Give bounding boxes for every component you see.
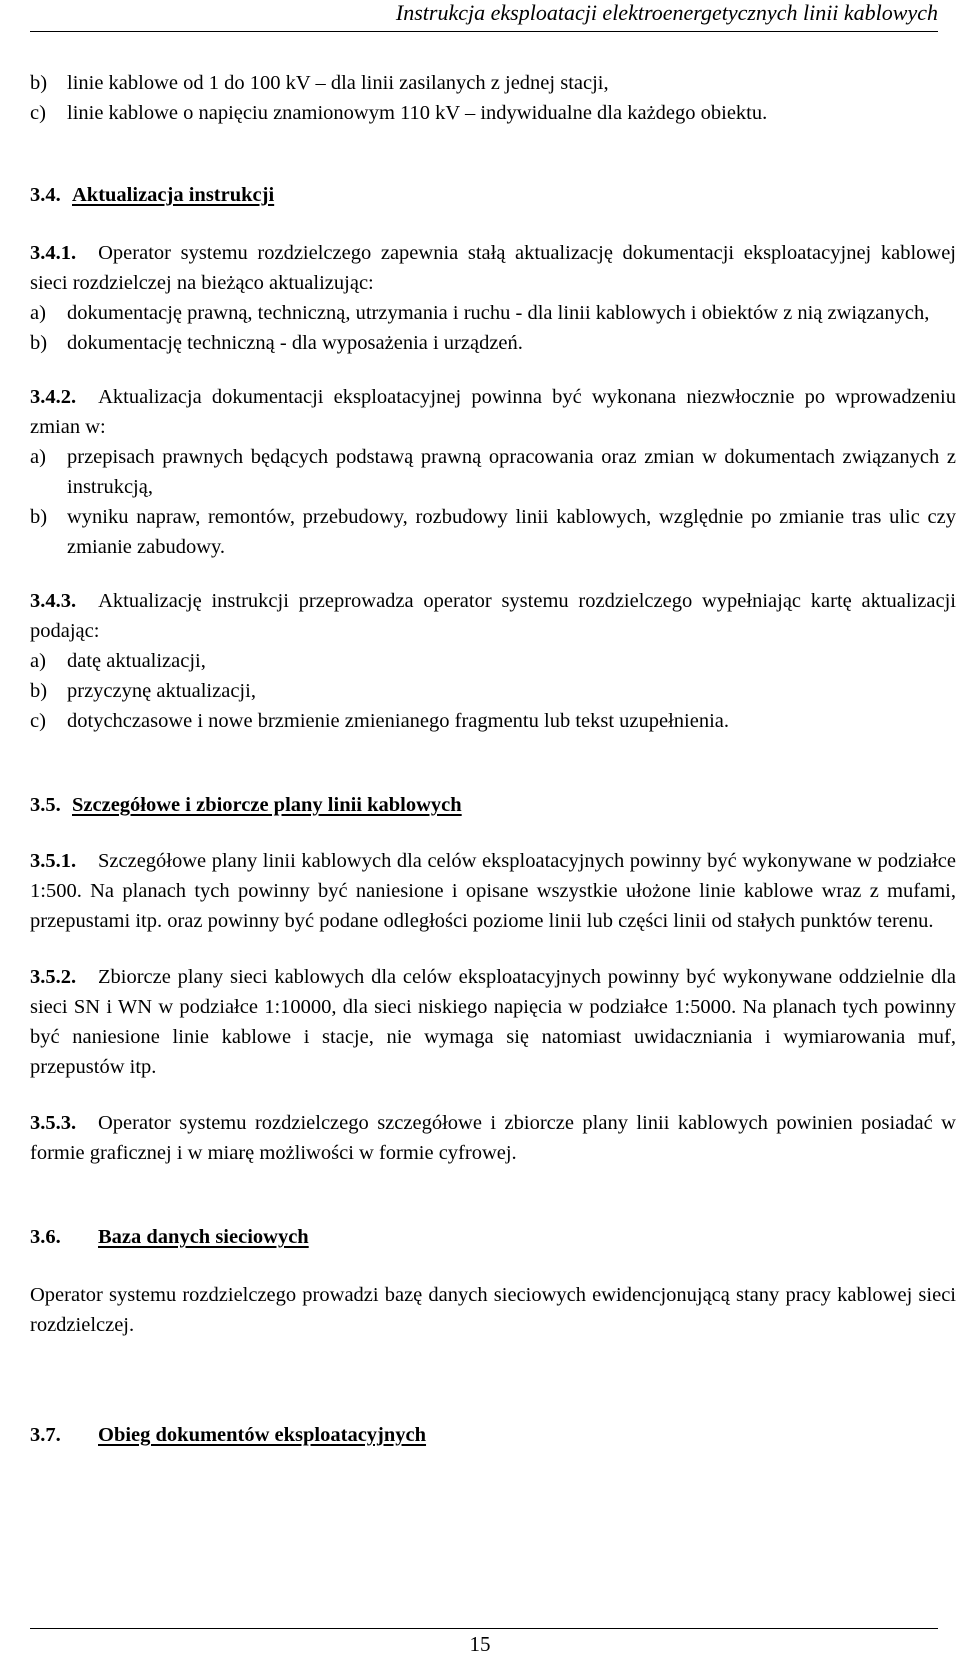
list-item — [30, 706, 956, 736]
section-heading-3-7 — [30, 1420, 956, 1450]
list-item — [30, 328, 956, 358]
section-number: 3.6. — [30, 1226, 61, 1248]
paragraph-3-4-1 — [30, 238, 956, 298]
list-3-4-2 — [30, 442, 956, 562]
list-item — [30, 298, 956, 328]
list-marker: c) — [30, 710, 46, 732]
header-rule — [30, 31, 938, 32]
list-text: linie kablowe o napięciu znamionowym 110 kV – indywidualne dla każdego obiektu. — [67, 102, 768, 124]
section-heading-3-5 — [30, 790, 956, 820]
section-number: 3.4. — [30, 184, 61, 206]
list-item — [30, 442, 956, 502]
section-number: 3.5. — [30, 794, 61, 816]
list-item — [30, 502, 956, 562]
list-3-4-1 — [30, 298, 956, 358]
list-marker: b) — [30, 506, 48, 528]
list-text: przyczynę aktualizacji, — [67, 680, 256, 702]
list-item — [30, 68, 956, 98]
list-text: dokumentację prawną, techniczną, utrzymania i ruchu - dla linii kablowych i obiektów z nią związanych, — [67, 302, 930, 324]
section-title: Baza danych sieciowych — [98, 1226, 309, 1248]
section-number: 3.7. — [30, 1424, 61, 1446]
section-heading-3-4 — [30, 180, 956, 210]
list-marker: b) — [30, 680, 48, 702]
list-text: wyniku napraw, remontów, przebudowy, rozbudowy linii kablowych, względnie po zmianie tras ulic czy zmianie zabudowy. — [67, 506, 956, 558]
paragraph-text: Operator systemu rozdzielczego prowadzi bazę danych sieciowych ewidencjonującą stany pracy kablowej sieci rozdzielczej. — [30, 1284, 956, 1336]
list-text: datę aktualizacji, — [67, 650, 206, 672]
list-3-4-3 — [30, 646, 956, 736]
paragraph-number: 3.4.1. — [30, 242, 77, 264]
list-marker: b) — [30, 332, 48, 354]
paragraph-3-4-2 — [30, 382, 956, 442]
page-number: 15 — [469, 1632, 491, 1656]
section-title: Aktualizacja instrukcji — [72, 184, 275, 206]
paragraph-3-5-2 — [30, 962, 956, 1082]
list-text: dotychczasowe i nowe brzmienie zmienianego fragmentu lub tekst uzupełnienia. — [67, 710, 730, 732]
list-marker: a) — [30, 650, 46, 672]
list-marker: c) — [30, 102, 46, 124]
paragraph-3-4-3 — [30, 586, 956, 646]
paragraph-number: 3.5.2. — [30, 966, 77, 988]
paragraph-text: Operator systemu rozdzielczego zapewnia stałą aktualizację dokumentacji eksploatacyjnej kablowej sieci rozdzielczej na bieżąco aktualizując: — [30, 242, 956, 294]
list-text: przepisach prawnych będących podstawą prawną opracowania oraz zmian w dokumentach związanych z instrukcją, — [67, 446, 956, 498]
list-item — [30, 646, 956, 676]
paragraph-number: 3.4.3. — [30, 590, 77, 612]
list-marker: a) — [30, 302, 46, 324]
paragraph-3-5-3 — [30, 1108, 956, 1168]
paragraph-3-6 — [30, 1280, 956, 1340]
paragraph-number: 3.4.2. — [30, 386, 77, 408]
paragraph-text: Aktualizację instrukcji przeprowadza operator systemu rozdzielczego wypełniając kartę aktualizacji podając: — [30, 590, 956, 642]
page-content — [30, 68, 956, 1450]
list-item — [30, 676, 956, 706]
paragraph-text: Szczegółowe plany linii kablowych dla celów eksploatacyjnych powinny być wykonywane w podziałce 1:500. Na planach tych powinny być naniesione i opisane wszystkie ułożone linie kablowe wraz z mufami, przepustami itp. oraz powinny być podane odległości poziome linii lub części linii od stałych punktów terenu. — [30, 850, 956, 932]
list-marker: b) — [30, 72, 48, 94]
paragraph-number: 3.5.1. — [30, 850, 77, 872]
paragraph-text: Aktualizacja dokumentacji eksploatacyjnej powinna być wykonana niezwłocznie po wprowadzeniu zmian w: — [30, 386, 956, 438]
list-item — [30, 98, 956, 128]
paragraph-number: 3.5.3. — [30, 1112, 77, 1134]
page-header — [0, 0, 960, 40]
list-text: dokumentację techniczną - dla wyposażenia i urządzeń. — [67, 332, 523, 354]
section-heading-3-6 — [30, 1222, 956, 1252]
section-title: Obieg dokumentów eksploatacyjnych — [98, 1424, 427, 1446]
paragraph-text: Zbiorcze plany sieci kablowych dla celów eksploatacyjnych powinny być wykonywane oddzielnie dla sieci SN i WN w podziałce 1:10000, dla sieci niskiego napięcia w podziałce 1:5000. Na planach tych powinny być naniesione linie kablowe i stacje, nie wymaga się natomiast uwidaczniania i wymiarowania muf, przepustów itp. — [30, 966, 956, 1078]
header-title: Instrukcja eksploatacji elektroenergetycznych linii kablowych — [395, 0, 938, 25]
list-marker: a) — [30, 446, 46, 468]
paragraph-3-5-1 — [30, 846, 956, 936]
section-title: Szczegółowe i zbiorcze plany linii kablowych — [72, 794, 462, 816]
intro-list — [30, 68, 956, 128]
paragraph-text: Operator systemu rozdzielczego szczegółowe i zbiorcze plany linii kablowych powinien posiadać w formie graficznej i w miarę możliwości w formie cyfrowej. — [30, 1112, 956, 1164]
list-text: linie kablowe od 1 do 100 kV – dla linii zasilanych z jednej stacji, — [67, 72, 609, 94]
footer-rule — [30, 1628, 938, 1629]
